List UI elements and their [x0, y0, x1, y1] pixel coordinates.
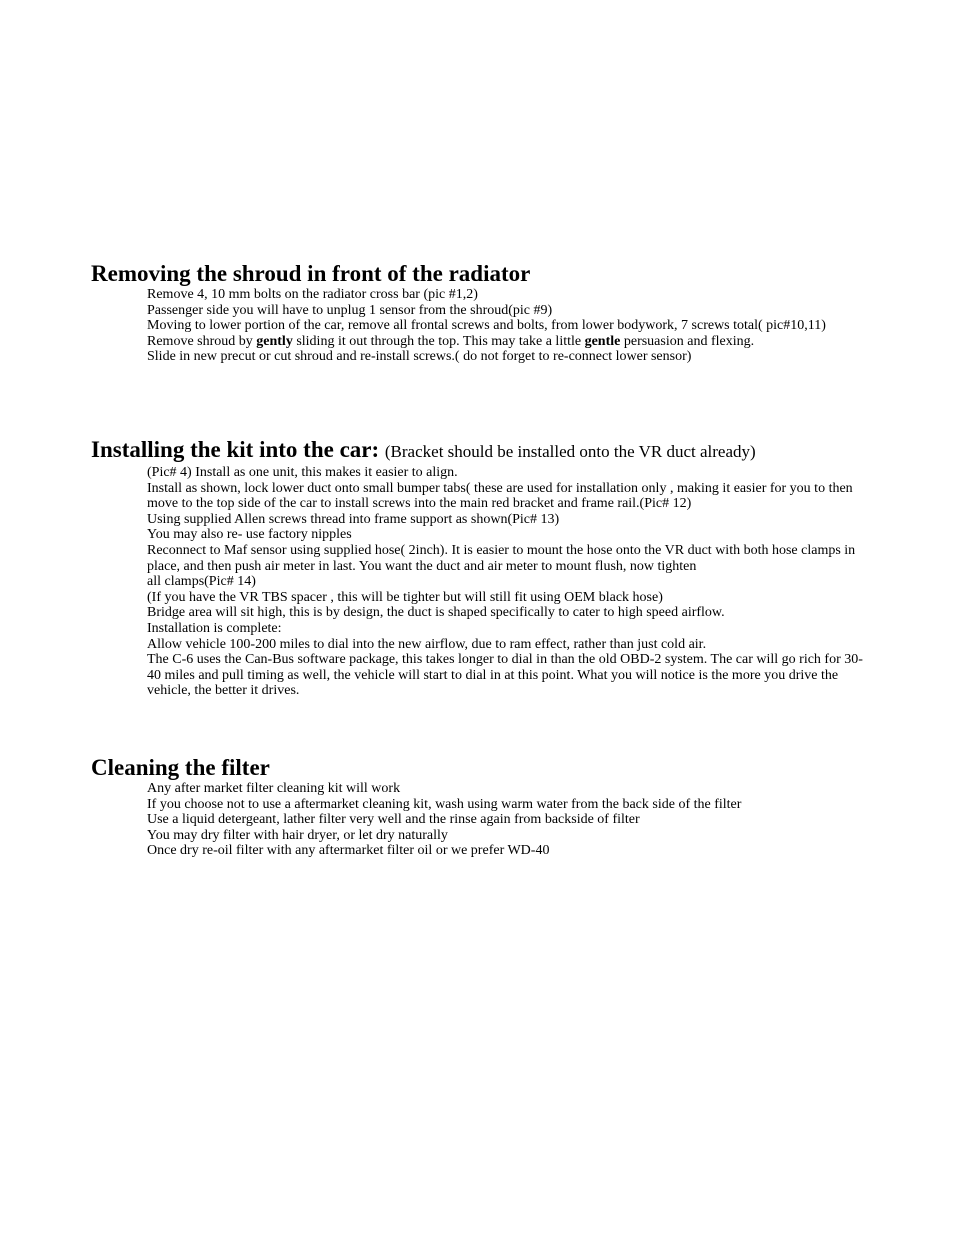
- section-subheading: (Bracket should be installed onto the VR duct already): [384, 442, 756, 461]
- body-line: You may dry filter with hair dryer, or let dry naturally: [147, 827, 448, 843]
- body-line: Remove 4, 10 mm bolts on the radiator cross bar (pic #1,2): [147, 287, 478, 302]
- body-line: Install as shown, lock lower duct onto small bumper tabs( these are used for installation only , making it easier for you to then move to the top side of the car to install screws into the main red bracket and frame rail.(Pic# 12): [147, 480, 853, 512]
- body-line: Moving to lower portion of the car, remove all frontal screws and bolts, from lower bodywork, 7 screws total( pic#10,11): [147, 318, 826, 334]
- body-line: (Pic# 4) Install as one unit, this makes it easier to align.: [147, 465, 458, 480]
- section-body: [147, 781, 881, 859]
- body-line: Reconnect to Maf sensor using supplied hose( 2inch). It is easier to mount the hose onto the VR duct with both hose clamps in place, and then push air meter in last. You want the duct and air meter to mount flush, now tighten: [147, 542, 856, 574]
- body-line: Installation is complete:: [147, 620, 282, 636]
- body-line: Allow vehicle 100-200 miles to dial into the new airflow, due to ram effect, rather than just cold air.: [147, 636, 707, 652]
- section-cleaning-filter: [91, 755, 881, 859]
- body-line: Slide in new precut or cut shroud and re-install screws.( do not forget to re-connect lower sensor): [147, 349, 692, 365]
- body-line: Once dry re-oil filter with any aftermarket filter oil or we prefer WD-40: [147, 843, 550, 859]
- section-heading: Cleaning the filter: [91, 755, 270, 780]
- text-run: sliding it out through the top. This may take a little: [292, 333, 585, 349]
- section-removing-shroud: [91, 261, 881, 365]
- section-body: [147, 465, 881, 699]
- text-run: Remove shroud by: [147, 333, 257, 349]
- body-line: If you choose not to use a aftermarket cleaning kit, wash using warm water from the back side of the filter: [147, 796, 742, 812]
- section-heading-text: Installing the kit into the car:: [91, 437, 380, 462]
- body-line: You may also re- use factory nipples: [147, 527, 352, 543]
- body-line: The C-6 uses the Can-Bus software package, this takes longer to dial in than the old OBD-2 system. The car will go rich for 30-40 miles and pull timing as well, the vehicle will start to dial in at this point. What you will notice is the more you drive the vehicle, the better it drives.: [147, 652, 863, 699]
- body-line: Bridge area will sit high, this is by design, the duct is shaped specifically to cater to high speed airflow.: [147, 605, 725, 621]
- body-line: Passenger side you will have to unplug 1 sensor from the shroud(pic #9): [147, 302, 553, 318]
- body-line-rich: [147, 334, 881, 350]
- section-installing-kit: [91, 437, 881, 699]
- text-run: persuasion and flexing.: [620, 333, 755, 349]
- emphasis-text: gentle: [584, 333, 621, 349]
- body-line: Any after market filter cleaning kit will work: [147, 781, 401, 796]
- emphasis-text: gently: [256, 333, 293, 349]
- body-line: all clamps(Pic# 14): [147, 574, 256, 590]
- section-body: [147, 287, 881, 365]
- section-heading: [91, 437, 881, 465]
- body-line: Use a liquid detergeant, lather filter very well and the rinse again from backside of filter: [147, 812, 640, 828]
- body-line: Using supplied Allen screws thread into frame support as shown(Pic# 13): [147, 511, 560, 527]
- section-heading: Removing the shroud in front of the radiator: [91, 261, 531, 286]
- body-line: (If you have the VR TBS spacer , this will be tighter but will still fit using OEM black hose): [147, 589, 663, 605]
